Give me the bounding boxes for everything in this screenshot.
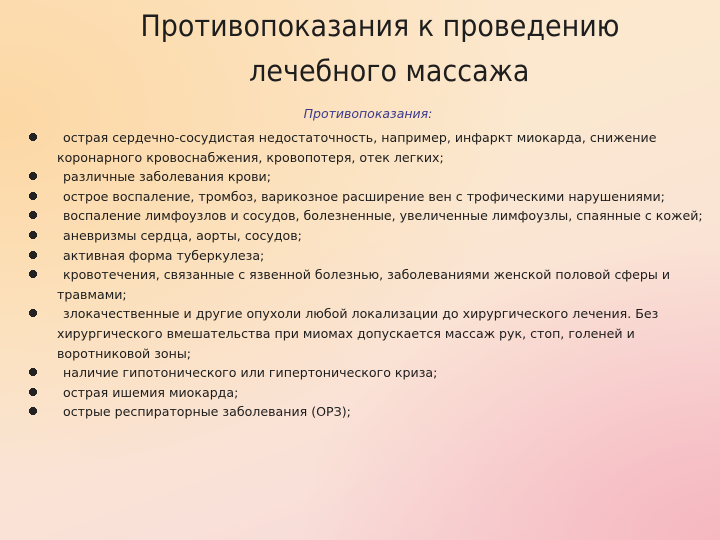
item-lead: острое воспаление, тромбоз, варикозное расширение вен с трофическими (63, 188, 565, 204)
square-bullet-icon (30, 408, 36, 414)
item-lead: воспаление лимфоузлов и сосудов, болезненные, увеличенные лимфоузлы, спаянные (63, 208, 641, 224)
item-lead: кровотечения, связанные с язвенной болезнью, заболеваниями женской половой (63, 267, 611, 283)
list-item (28, 206, 708, 226)
subtitle: Противопоказания: (303, 106, 433, 121)
title-line-2: лечебного массажа (249, 54, 530, 88)
item-lead: активная форма туберкулеза; (63, 247, 265, 263)
square-bullet-icon (30, 212, 36, 218)
item-rest: сферы и травмами; (57, 267, 671, 302)
item-lead: острая ишемия миокарда; (63, 384, 239, 400)
list-item (28, 383, 708, 403)
slide-title (120, 4, 641, 94)
list-item (28, 265, 708, 304)
square-bullet-icon (30, 389, 36, 395)
list-item (28, 402, 708, 422)
item-rest: Без хирургического вмешательства при миомах допускается массаж рук, стоп, голеней и воротниковой зоны; (57, 306, 659, 361)
list-item (28, 246, 708, 266)
item-lead: различные заболевания крови; (63, 169, 271, 185)
item-rest: с кожей; (644, 208, 703, 224)
list-item (28, 226, 708, 246)
square-bullet-icon (30, 193, 36, 199)
list-item (28, 128, 708, 167)
list-item (28, 363, 708, 383)
item-lead: острая сердечно-сосудистая недостаточность, например, инфаркт миокарда, снижение (63, 130, 657, 145)
contraindications-list (28, 128, 708, 422)
list-item (28, 187, 708, 207)
list-item (28, 167, 708, 187)
item-lead: злокачественные и другие опухоли любой локализации до хирургического лечения. (63, 306, 632, 322)
square-bullet-icon (30, 134, 36, 140)
item-lead: аневризмы сердца, аорты, сосудов; (63, 227, 302, 243)
item-lead: острые респираторные заболевания (ОРЗ); (63, 404, 351, 420)
square-bullet-icon (30, 271, 36, 277)
square-bullet-icon (30, 173, 36, 179)
square-bullet-icon (30, 232, 36, 238)
square-bullet-icon (30, 252, 36, 258)
title-line-1: Противопоказания к проведению (140, 9, 620, 43)
item-lead: наличие гипотонического или гипертонического криза; (63, 365, 438, 381)
square-bullet-icon (30, 369, 36, 375)
list-item (28, 304, 708, 363)
item-rest: нарушениями; (568, 188, 665, 204)
item-rest: коронарного кровоснабжения, кровопотеря, отек легких; (57, 149, 444, 165)
square-bullet-icon (30, 310, 36, 316)
